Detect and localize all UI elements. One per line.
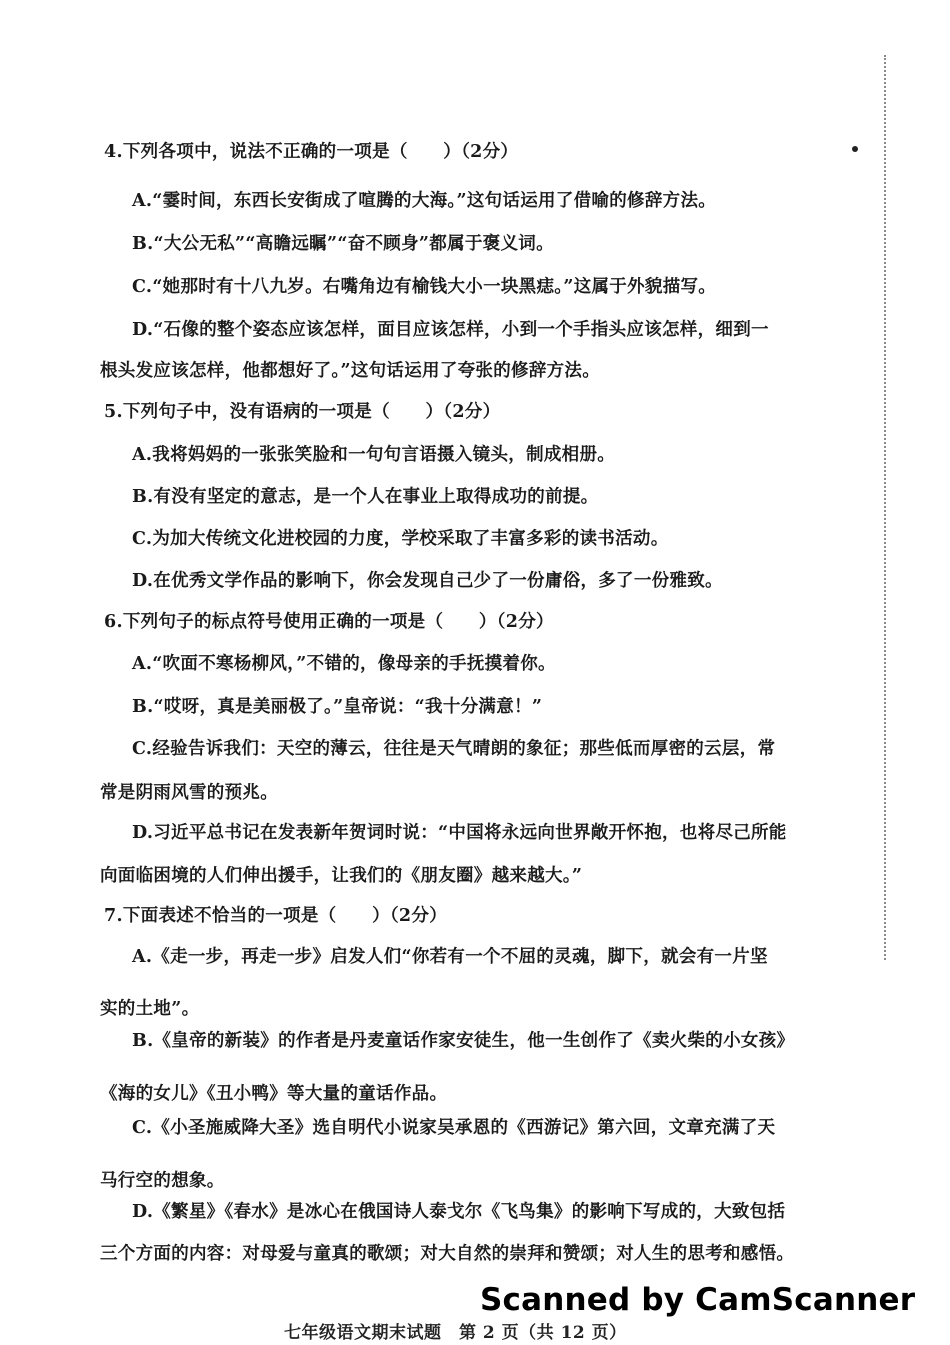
question-6-option-d-line2: 向面临困境的人们伸出援手，让我们的《朋友圈》越来越大。”: [100, 866, 583, 886]
question-5-option-b: B.有没有坚定的意志，是一个人在事业上取得成功的前提。: [132, 487, 599, 507]
question-7-option-b-line1: B.《皇帝的新装》的作者是丹麦童话作家安徒生，他一生创作了《卖火柴的小女孩》: [132, 1031, 795, 1051]
question-6-stem: 6.下列句子的标点符号使用正确的一项是（ ）（2分）: [104, 612, 554, 632]
question-4-option-d-line1: D.“石像的整个姿态应该怎样，面目应该怎样，小到一个手指头应该怎样，细到一: [132, 320, 769, 340]
question-5-option-d: D.在优秀文学作品的影响下，你会发现自己少了一份庸俗，多了一份雅致。: [132, 571, 723, 591]
question-6-option-c-line1: C.经验告诉我们：天空的薄云，往往是天气晴朗的象征；那些低而厚密的云层，常: [132, 739, 776, 759]
question-4-option-c: C.“她那时有十八九岁。右嘴角边有榆钱大小一块黑痣。”这属于外貌描写。: [132, 277, 717, 297]
question-4-option-d-line2: 根头发应该怎样，他都想好了。”这句话运用了夸张的修辞方法。: [100, 361, 601, 381]
question-7-option-a-line1: A.《走一步，再走一步》启发人们“你若有一个不屈的灵魂，脚下，就会有一片坚: [132, 947, 768, 967]
question-6-option-c-line2: 常是阴雨风雪的预兆。: [100, 783, 278, 803]
question-7-option-d-line2: 三个方面的内容：对母爱与童真的歌颂；对大自然的崇拜和赞颂；对人生的思考和感悟。: [100, 1244, 795, 1264]
question-7-stem: 7.下面表述不恰当的一项是（ ）（2分）: [104, 906, 447, 926]
question-5-option-c: C.为加大传统文化进校园的力度，学校采取了丰富多彩的读书活动。: [132, 529, 669, 549]
question-7-option-a-line2: 实的土地”。: [100, 999, 200, 1019]
question-6-option-d-line1: D.习近平总书记在发表新年贺词时说：“中国将永远向世界敞开怀抱，也将尽己所能: [132, 823, 787, 843]
page-footer: 七年级语文期末试题 第 2 页（共 12 页）: [284, 1323, 627, 1343]
question-4-option-b: B.“大公无私”“高瞻远瞩”“奋不顾身”都属于褒义词。: [132, 234, 554, 254]
question-4-option-a: A.“霎时间，东西长安街成了喧腾的大海。”这句话运用了借喻的修辞方法。: [132, 191, 717, 211]
question-4-stem: 4.下列各项中，说法不正确的一项是（ ）（2分）: [104, 142, 519, 162]
question-5-stem: 5.下列句子中，没有语病的一项是（ ）（2分）: [104, 402, 501, 422]
question-7-option-c-line1: C.《小圣施威降大圣》选自明代小说家吴承恩的《西游记》第六回，文章充满了天: [132, 1118, 776, 1138]
question-7-option-c-line2: 马行空的想象。: [100, 1171, 225, 1191]
camscanner-watermark: Scanned by CamScanner: [480, 1282, 916, 1318]
question-7-option-b-line2: 《海的女儿》《丑小鸭》等大量的童话作品。: [100, 1084, 448, 1104]
margin-dot-mark: [852, 146, 858, 152]
question-7-option-d-line1: D.《繁星》《春水》是冰心在俄国诗人泰戈尔《飞鸟集》的影响下写成的，大致包括: [132, 1202, 786, 1222]
question-6-option-b: B.“哎呀，真是美丽极了。”皇帝说：“我十分满意！”: [132, 697, 543, 717]
binding-edge-dotted-line: [884, 55, 886, 960]
question-6-option-a: A.“吹面不寒杨柳风，”不错的，像母亲的手抚摸着你。: [132, 654, 556, 674]
question-5-option-a: A.我将妈妈的一张张笑脸和一句句言语摄入镜头，制成相册。: [132, 445, 616, 465]
